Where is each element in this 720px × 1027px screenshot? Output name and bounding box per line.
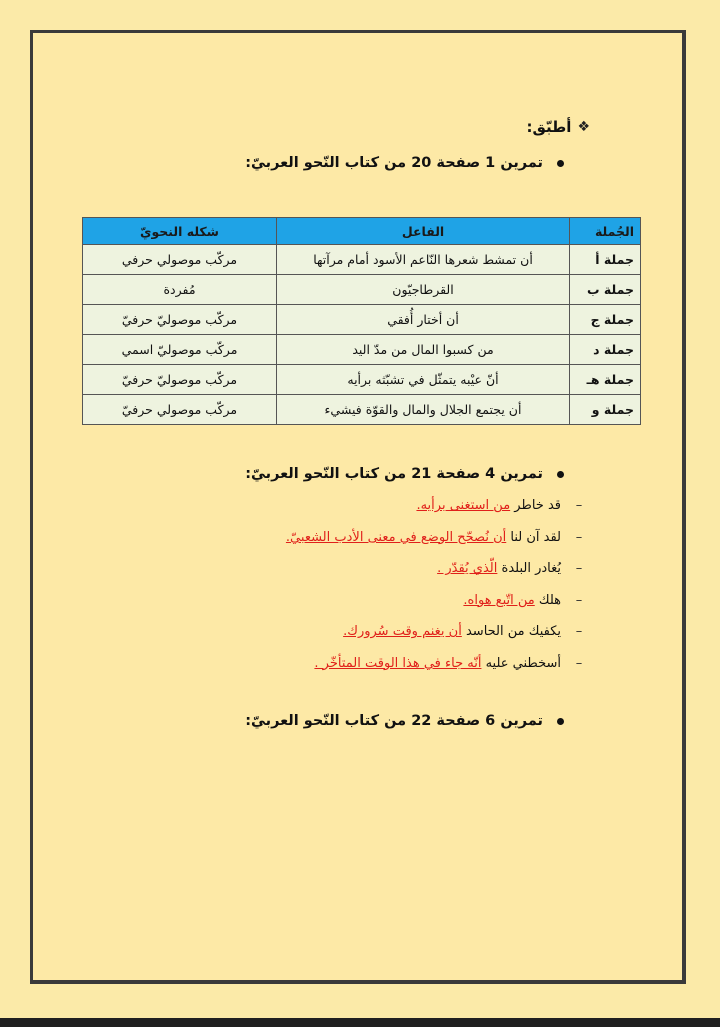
list-item bbox=[125, 585, 585, 617]
row-form: مركّب موصولي حرفي bbox=[83, 245, 277, 275]
table-row bbox=[83, 245, 641, 275]
exercise-6-title-text: تمرين 6 صفحة 22 من كتاب النّحو العربيّ: bbox=[245, 713, 543, 729]
bullet-icon bbox=[557, 160, 564, 167]
row-label: جملة أ bbox=[570, 245, 641, 275]
sentence-text bbox=[437, 561, 561, 576]
row-subject: أن تمشط شعرها النّاعم الأسود أمام مرآتها bbox=[277, 245, 570, 275]
sentence-plain: أسخطني عليه bbox=[481, 655, 561, 671]
list-item bbox=[125, 490, 585, 522]
sentence-text bbox=[463, 593, 561, 608]
sentence-text bbox=[343, 624, 561, 639]
row-subject: أن يجتمع الجلال والمال والقوّة فيشيء bbox=[277, 395, 570, 425]
exercise-1-title-text: تمرين 1 صفحة 20 من كتاب النّحو العربيّ: bbox=[245, 155, 543, 171]
row-form: مركّب موصوليّ اسمي bbox=[83, 335, 277, 365]
sentence-plain: هلك bbox=[534, 592, 561, 608]
bullet-icon bbox=[557, 718, 564, 725]
bottom-edge-bar bbox=[0, 1018, 720, 1027]
list-item bbox=[125, 648, 585, 680]
exercise-1-title bbox=[245, 155, 564, 171]
dash-bullet-icon: – bbox=[575, 624, 583, 640]
sentence-text bbox=[416, 498, 561, 513]
dash-bullet-icon: – bbox=[575, 655, 583, 671]
sentence-plain: يُغادر البلدة bbox=[497, 561, 561, 577]
sentence-highlight: من اتّبع هواه. bbox=[463, 592, 535, 608]
row-form: مركّب موصولي حرفيّ bbox=[83, 395, 277, 425]
sentence-plain: يكفيك من الحاسد bbox=[461, 624, 561, 640]
table-row bbox=[83, 365, 641, 395]
row-label: جملة ج bbox=[570, 305, 641, 335]
row-subject: أنّ عيْبه يتمثّل في تشبّثه برأيه bbox=[277, 365, 570, 395]
table-header-row bbox=[83, 218, 641, 245]
dash-bullet-icon: – bbox=[575, 592, 583, 608]
row-form: مُفردة bbox=[83, 275, 277, 305]
exercise-6-title bbox=[245, 713, 564, 729]
dash-bullet-icon: – bbox=[575, 529, 583, 545]
row-subject: من كسبوا المال من مدّ اليد bbox=[277, 335, 570, 365]
table-row bbox=[83, 305, 641, 335]
row-label: جملة د bbox=[570, 335, 641, 365]
row-label: جملة هـ bbox=[570, 365, 641, 395]
sentence-highlight: الّذي يُقدّر . bbox=[437, 561, 498, 577]
sentence-text bbox=[286, 530, 561, 545]
diamond-bullet-icon: ❖ bbox=[577, 119, 590, 135]
bullet-icon bbox=[557, 471, 564, 478]
list-item bbox=[125, 553, 585, 585]
heading-text: أطبّق: bbox=[526, 118, 572, 136]
row-subject: أن أختار أُفقي bbox=[277, 305, 570, 335]
row-form: مركّب موصوليّ حرفيّ bbox=[83, 305, 277, 335]
column-header-sentence: الجُملة bbox=[570, 218, 641, 245]
subject-analysis-table bbox=[82, 217, 641, 425]
table-row bbox=[83, 395, 641, 425]
dash-bullet-icon: – bbox=[575, 498, 583, 514]
row-form: مركّب موصوليّ حرفيّ bbox=[83, 365, 277, 395]
column-header-subject: الفاعل bbox=[277, 218, 570, 245]
exercise-4-title bbox=[245, 466, 564, 482]
sentence-highlight: أنّه جاء في هذا الوقت المتأخّر . bbox=[314, 655, 482, 671]
list-item bbox=[125, 522, 585, 554]
row-label: جملة و bbox=[570, 395, 641, 425]
exercise-4-sentence-list bbox=[125, 490, 585, 679]
row-label: جملة ب bbox=[570, 275, 641, 305]
sentence-plain: لقد آن لنا bbox=[506, 529, 561, 545]
sentence-highlight: أن نُصحّح الوضع في معنى الأدب الشعبيّ. bbox=[285, 529, 507, 545]
table-row bbox=[83, 275, 641, 305]
sentence-plain: قد خاطر bbox=[510, 498, 561, 514]
sentence-highlight: أن يغنم وقت سُرورك. bbox=[343, 624, 462, 640]
row-subject: القرطاجيّون bbox=[277, 275, 570, 305]
column-header-form: شكله النحويّ bbox=[83, 218, 277, 245]
sentence-text bbox=[314, 656, 561, 671]
table-row bbox=[83, 335, 641, 365]
section-heading bbox=[527, 118, 590, 136]
exercise-4-title-text: تمرين 4 صفحة 21 من كتاب النّحو العربيّ: bbox=[245, 466, 543, 482]
dash-bullet-icon: – bbox=[575, 561, 583, 577]
sentence-highlight: من استغنى برأيه. bbox=[416, 498, 511, 514]
list-item bbox=[125, 616, 585, 648]
